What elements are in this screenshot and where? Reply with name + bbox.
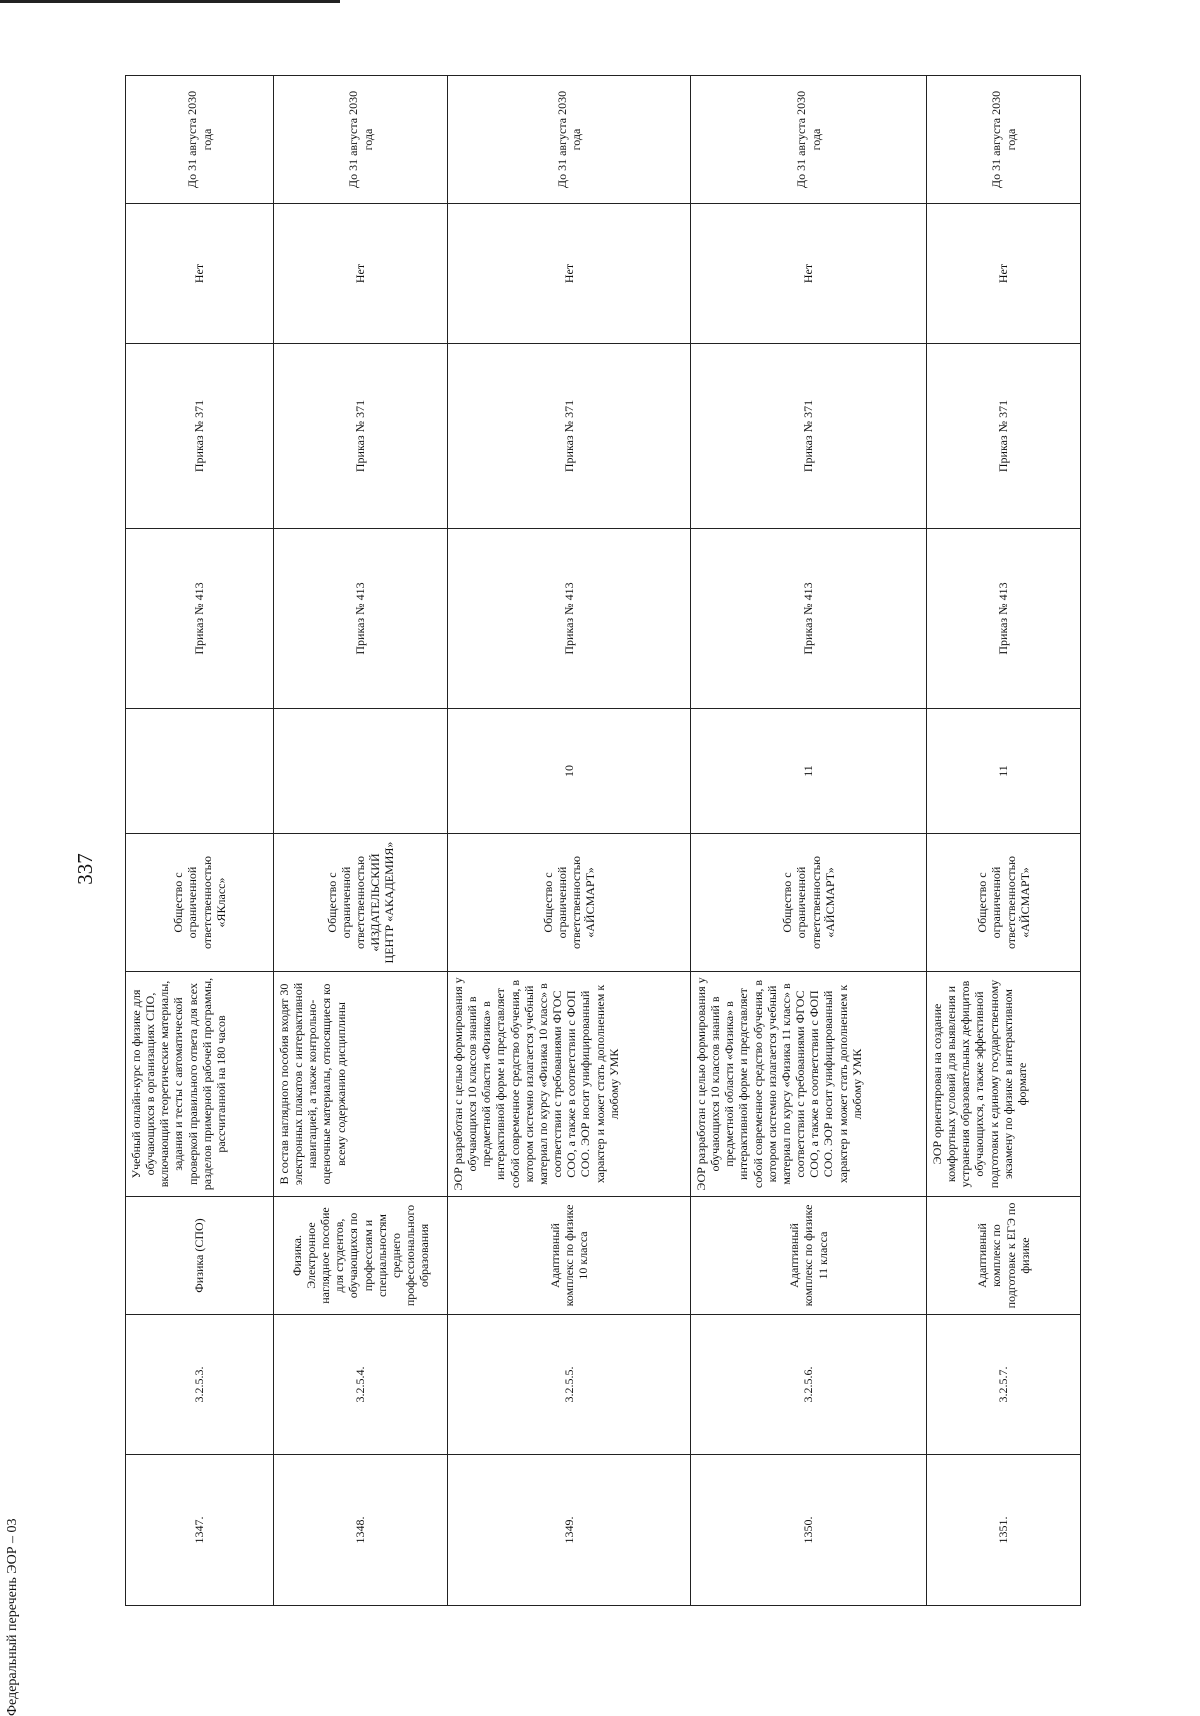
- row-organization: Общество с ограниченной ответственностью «АЙСМАРТ»: [927, 834, 1081, 972]
- row-number: 1349.: [448, 1455, 691, 1606]
- row-organization: Общество с ограниченной ответственностью «ИЗДАТЕЛЬСКИЙ ЦЕНТР «АКАДЕМИЯ»: [274, 834, 448, 972]
- row-class: 11: [691, 709, 927, 834]
- row-date: До 31 августа 2030 года: [691, 76, 927, 204]
- table-row: [274, 76, 448, 1606]
- row-limit: Нет: [927, 204, 1081, 344]
- row-order-2: Приказ № 371: [927, 344, 1081, 529]
- row-number: 1351.: [927, 1455, 1081, 1606]
- row-order-2: Приказ № 371: [126, 344, 274, 529]
- row-date: До 31 августа 2030 года: [927, 76, 1081, 204]
- row-date: До 31 августа 2030 года: [126, 76, 274, 204]
- table-row: [927, 76, 1081, 1606]
- row-class: 11: [927, 709, 1081, 834]
- row-code: 3.2.5.5.: [448, 1315, 691, 1455]
- row-resource-name: Адаптивный комплекс по подготовке к ЕГЭ по физике: [927, 1197, 1081, 1315]
- row-description: ЭОР разработан с целью формирования у обучающихся 10 классов знаний в предметной области «Физика» в интерактивной форме и представляет собой современное средство обучения, в котором системно излагается учебный материал по курсу «Физика 10 класс» в соответствии с требованиями ФГОС СОО, а также в соответствии с ФОП СОО. ЭОР носит унифицированный характер и может стать дополнением к любому УМК: [448, 972, 691, 1197]
- page-number: 337: [73, 853, 97, 885]
- row-description: ЭОР ориентирован на создание комфортных условий для выявления и устранения образовательных дефицитов обучающихся, а также эффективной подготовки к единому государственному экзамену по физике в интерактивном формате: [927, 972, 1081, 1197]
- eor-table: [125, 75, 1081, 1606]
- row-resource-name: Физика. Электронное наглядное пособие для студентов, обучающихся по профессиям и специальностям среднего профессионального образования: [274, 1197, 448, 1315]
- row-description: ЭОР разработан с целью формирования у обучающихся 10 классов знаний в предметной области «Физика» в интерактивной форме и представляет собой современное средство обучения, в котором системно излагается учебный материал по курсу «Физика 11 класс» в соответствии с требованиями ФГОС СОО, а также в соответствии с ФОП СОО. ЭОР носит унифицированный характер и может стать дополнением к любому УМК: [691, 972, 927, 1197]
- table-row: [691, 76, 927, 1606]
- row-class: [126, 709, 274, 834]
- footer-note: Федеральный перечень ЭОР – 03: [5, 1518, 20, 1716]
- rotated-table-sheet: [5, 76, 1080, 1716]
- row-organization: Общество с ограниченной ответственностью «ЯКласс»: [126, 834, 274, 972]
- row-order-2: Приказ № 371: [691, 344, 927, 529]
- row-resource-name: Адаптивный комплекс по физике 11 класса: [691, 1197, 927, 1315]
- row-date: До 31 августа 2030 года: [274, 76, 448, 204]
- row-class: 10: [448, 709, 691, 834]
- row-order-2: Приказ № 371: [274, 344, 448, 529]
- row-order-1: Приказ № 413: [927, 529, 1081, 709]
- table-row: [126, 76, 274, 1606]
- row-order-2: Приказ № 371: [448, 344, 691, 529]
- row-resource-name: Физика (СПО): [126, 1197, 274, 1315]
- row-code: 3.2.5.6.: [691, 1315, 927, 1455]
- row-code: 3.2.5.7.: [927, 1315, 1081, 1455]
- row-code: 3.2.5.3.: [126, 1315, 274, 1455]
- row-order-1: Приказ № 413: [274, 529, 448, 709]
- row-description: Учебный онлайн-курс по физике для обучающихся в организациях СПО, включающий теоретические материалы, задания и тесты с автоматической проверкой правильного ответа для всех разделов примерной рабочей программы, рассчитанной на 180 часов: [126, 972, 274, 1197]
- row-organization: Общество с ограниченной ответственностью «АЙСМАРТ»: [448, 834, 691, 972]
- row-number: 1347.: [126, 1455, 274, 1606]
- row-order-1: Приказ № 413: [691, 529, 927, 709]
- row-number: 1348.: [274, 1455, 448, 1606]
- row-order-1: Приказ № 413: [448, 529, 691, 709]
- table-row: [448, 76, 691, 1606]
- row-code: 3.2.5.4.: [274, 1315, 448, 1455]
- row-number: 1350.: [691, 1455, 927, 1606]
- row-class: [274, 709, 448, 834]
- row-limit: Нет: [126, 204, 274, 344]
- row-limit: Нет: [691, 204, 927, 344]
- row-order-1: Приказ № 413: [126, 529, 274, 709]
- row-resource-name: Адаптивный комплекс по физике 10 класса: [448, 1197, 691, 1315]
- row-limit: Нет: [448, 204, 691, 344]
- row-limit: Нет: [274, 204, 448, 344]
- row-organization: Общество с ограниченной ответственностью «АЙСМАРТ»: [691, 834, 927, 972]
- row-description: В состав наглядного пособия входят 30 электронных плакатов с интерактивной навигацией, а также контрольно-оценочные материалы, относящиеся ко всему содержанию дисциплины: [274, 972, 448, 1197]
- top-rule: [0, 0, 340, 3]
- row-date: До 31 августа 2030 года: [448, 76, 691, 204]
